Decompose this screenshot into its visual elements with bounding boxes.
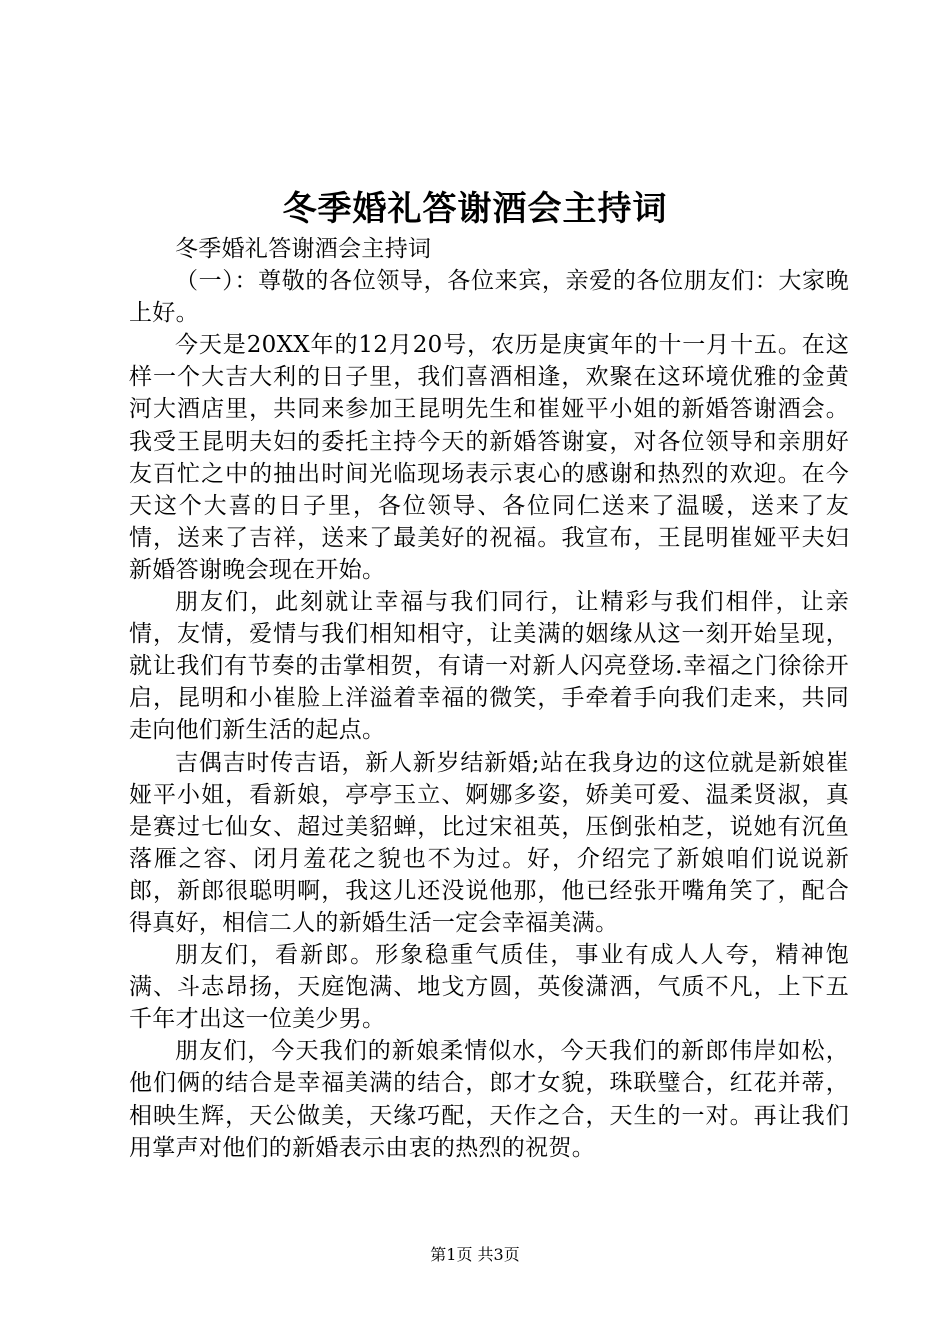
page-footer: 第1页 共3页 <box>430 1245 520 1264</box>
paragraph-greeting: （一）：尊敬的各位领导，各位来宾，亲爱的各位朋友们：大家晚上好。 <box>129 268 849 327</box>
document-body <box>129 233 849 1164</box>
paragraph-entrance: 朋友们，此刻就让幸福与我们同行，让精彩与我们相伴，让亲情，友情，爱情与我们相知相守，让美满的姻缘从这一刻开始呈现，就让我们有节奏的击掌相贺，有请一对新人闪亮登场.幸福之门徐徐开启，昆明和小崔脸上洋溢着幸福的微笑，手牵着手向我们走来，共同走向他们新生活的起点。 <box>129 589 849 744</box>
paragraph-bride: 吉偶吉时传吉语，新人新岁结新婚;站在我身边的这位就是新娘崔娅平小姐，看新娘，亭亭玉立、婀娜多姿，娇美可爱、温柔贤淑，真是赛过七仙女、超过美貂蝉，比过宋祖英，压倒张柏芝，说她有沉鱼落雁之容、闭月羞花之貌也不为过。好，介绍完了新娘咱们说说新郎，新郎很聪明啊，我这儿还没说他那，他已经张开嘴角笑了，配合得真好，相信二人的新婚生活一定会幸福美满。 <box>129 749 849 936</box>
paragraph-subtitle: 冬季婚礼答谢酒会主持词 <box>175 236 432 262</box>
paragraph-groom: 朋友们，看新郎。形象稳重气质佳，事业有成人人夸，精神饱满、斗志昂扬，天庭饱满、地戈方圆，英俊潇洒，气质不凡，上下五千年才出这一位美少男。 <box>129 942 849 1033</box>
paragraph-blessing: 朋友们，今天我们的新娘柔情似水，今天我们的新郎伟岸如松，他们俩的结合是幸福美满的结合，郎才女貌，珠联璧合，红花并蒂，相映生辉，天公做美，天缘巧配，天作之合，天生的一对。再让我们用掌声对他们的新婚表示由衷的热烈的祝贺。 <box>129 1038 849 1161</box>
document-title: 冬季婚礼答谢酒会主持词 <box>282 189 668 229</box>
paragraph-opening: 今天是20XX年的12月20号，农历是庚寅年的十一月十五。在这样一个大吉大利的日子里，我们喜酒相逢，欢聚在这环境优雅的金黄河大酒店里，共同来参加王昆明先生和崔娅平小姐的新婚答谢酒会。我受王昆明夫妇的委托主持今天的新婚答谢宴，对各位领导和亲朋好友百忙之中的抽出时间光临现场表示衷心的感谢和热烈的欢迎。在今天这个大喜的日子里，各位领导、各位同仁送来了温暖，送来了友情，送来了吉祥，送来了最美好的祝福。我宣布，王昆明崔娅平夫妇新婚答谢晚会现在开始。 <box>129 332 849 583</box>
